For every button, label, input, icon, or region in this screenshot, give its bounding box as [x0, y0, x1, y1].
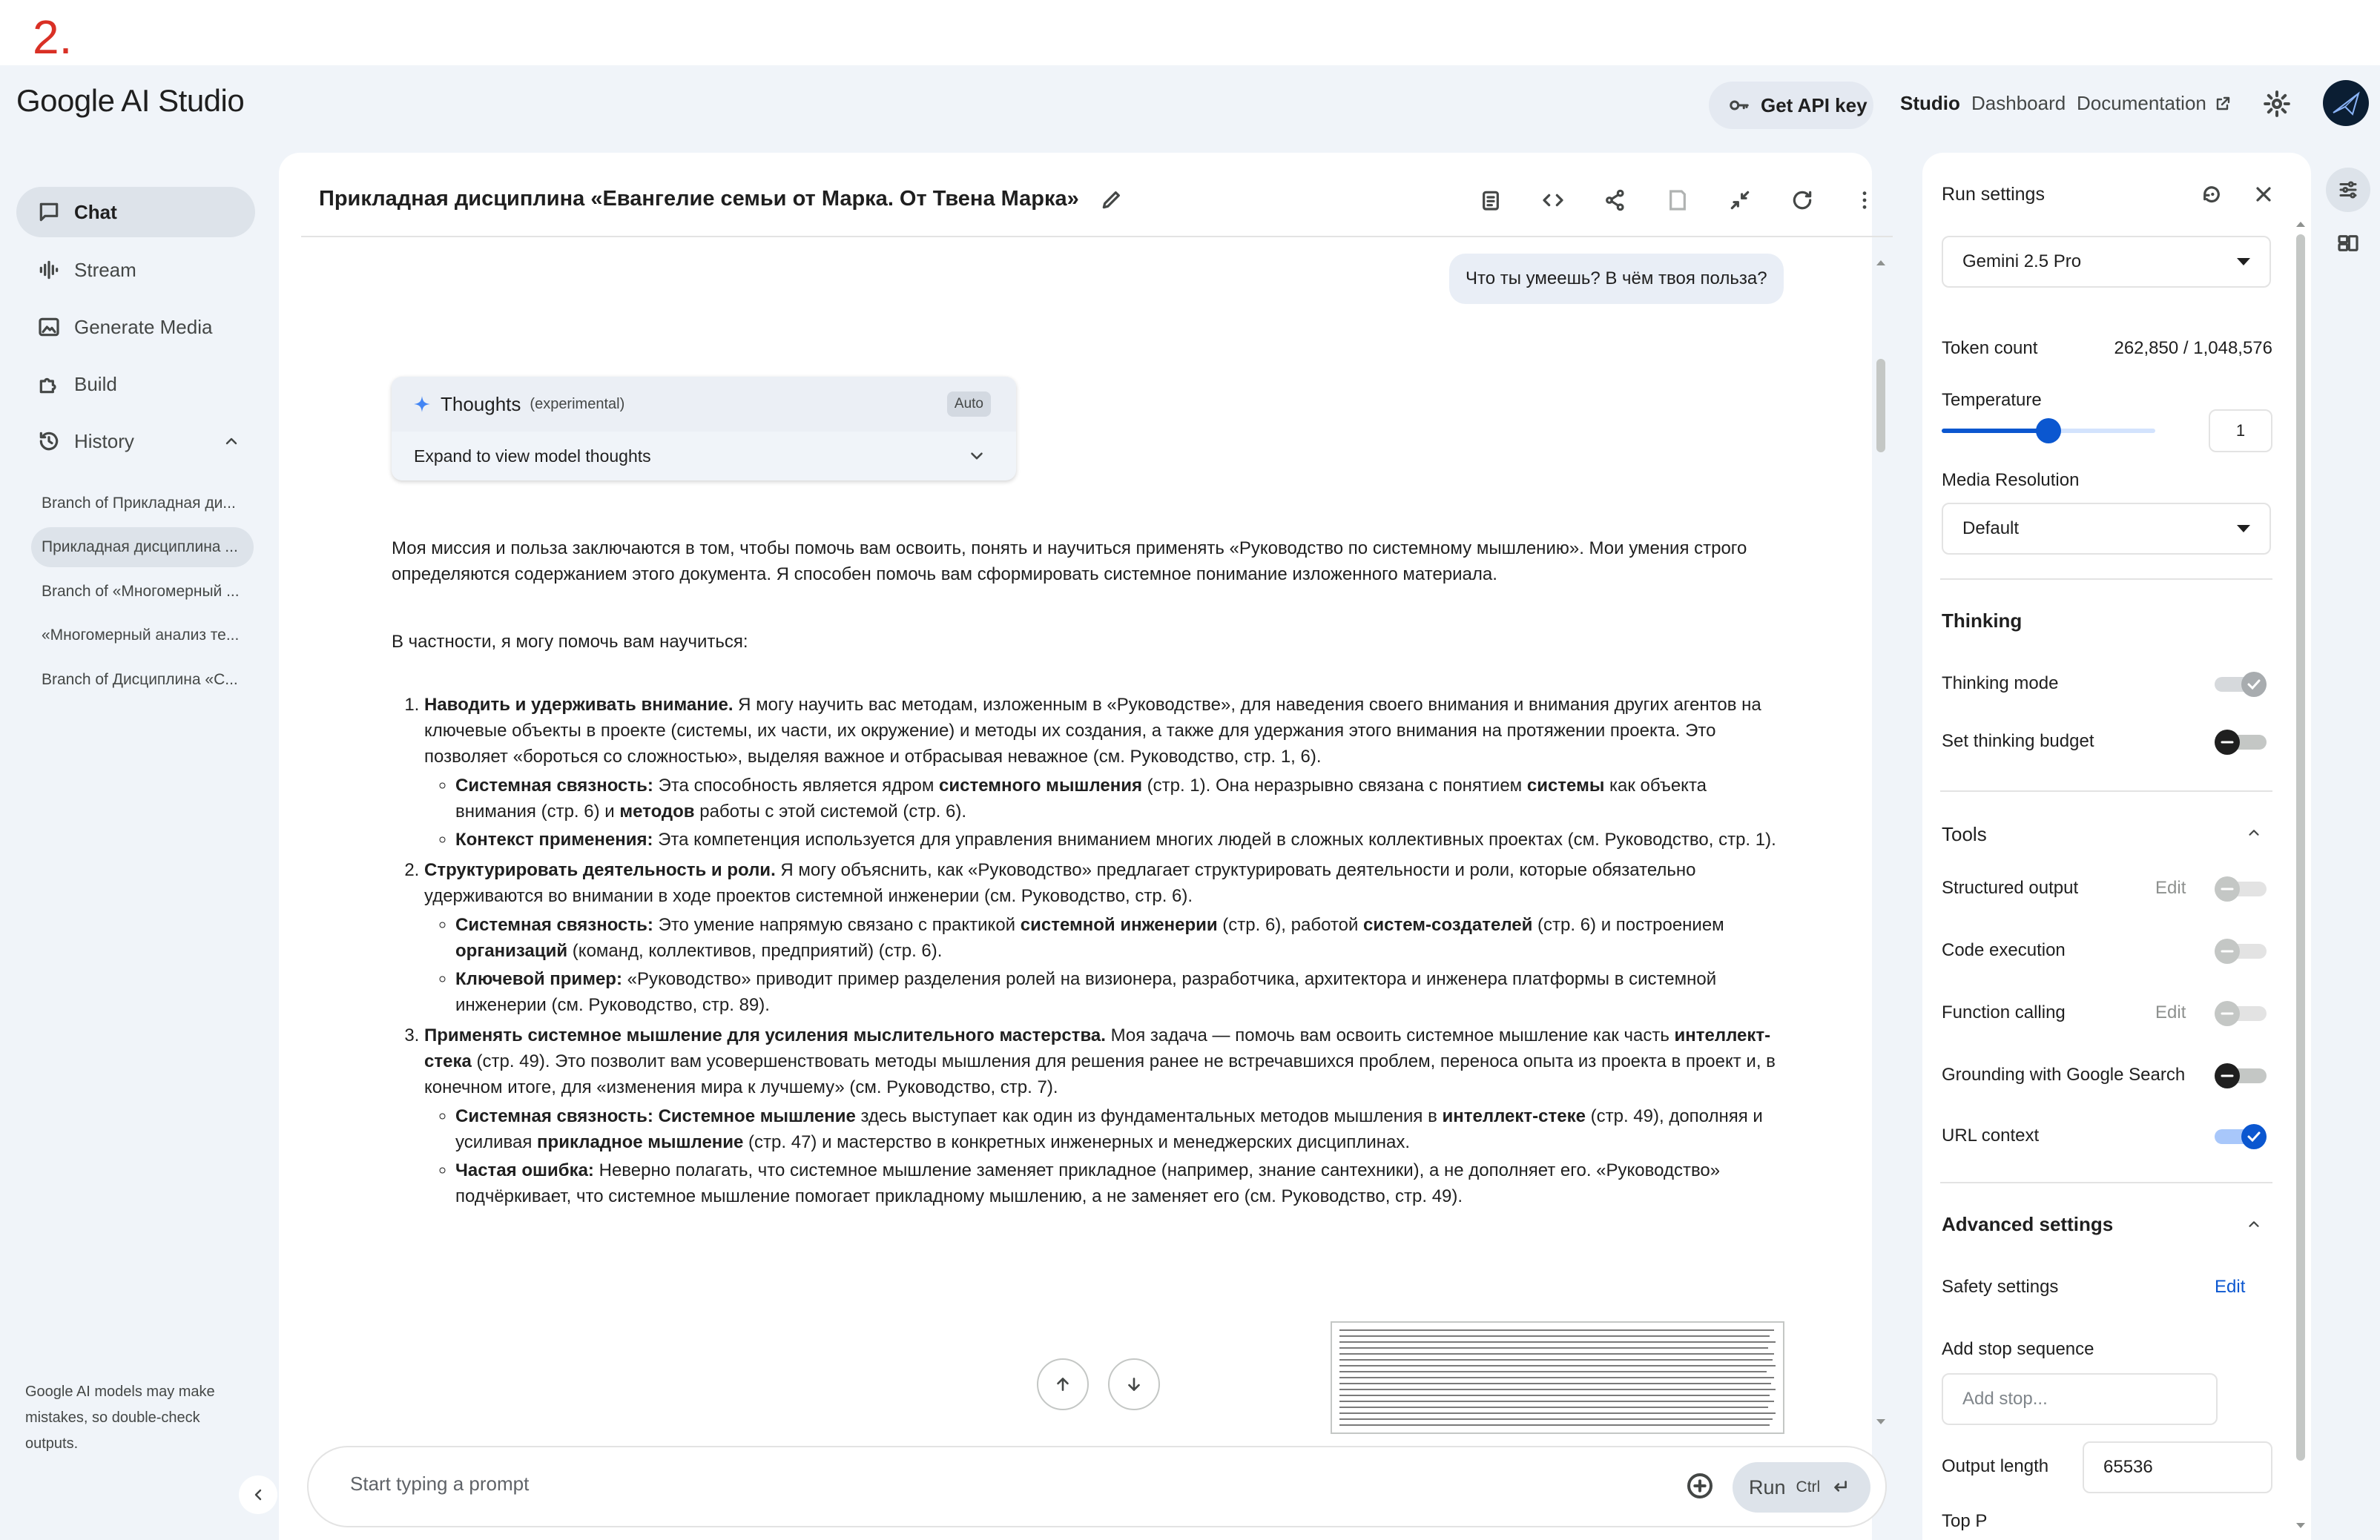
- bold-text: Контекст применения:: [455, 830, 653, 850]
- auto-chip: Auto: [947, 391, 991, 417]
- key-icon: [1728, 94, 1750, 116]
- bold-text: системной инженерии: [1020, 915, 1218, 935]
- run-label: Run: [1749, 1475, 1786, 1498]
- share-icon: [1603, 188, 1627, 212]
- thinking-mode-label: Thinking mode: [1942, 673, 2059, 693]
- minus-icon: [2215, 876, 2240, 902]
- minus-icon: [2215, 1001, 2240, 1026]
- minus-icon: [2215, 939, 2240, 964]
- tools-collapse-button[interactable]: [2246, 824, 2262, 841]
- text: Эта способность является ядром: [653, 776, 940, 796]
- divider: [1940, 790, 2272, 792]
- nav-documentation-label: Documentation: [2077, 92, 2206, 114]
- get-api-key-button[interactable]: [1709, 82, 1873, 129]
- bold-text: методов: [619, 802, 695, 822]
- dropdown-caret-icon: [2237, 525, 2250, 532]
- history-item[interactable]: Branch of «Многомерный ...: [42, 583, 240, 600]
- thinking-budget-label: Set thinking budget: [1942, 731, 2094, 751]
- thinking-mode-toggle: [2215, 675, 2267, 694]
- sidebar-item-label: History: [74, 429, 134, 452]
- list-item-text: (стр. 49). Это позволит вам усовершенствовать методы мышления для решения ранее не встречавшихся проблем, переноса опыта из проекта в проект и, в конечном итоге, для «изменения мира к лучшему» (см. Руководство, стр. 7).: [424, 1051, 1776, 1097]
- temperature-input[interactable]: 1: [2209, 409, 2272, 452]
- close-icon: [2252, 182, 2275, 206]
- output-length-label: Output length: [1942, 1456, 2049, 1476]
- run-shortcut: Ctrl: [1796, 1478, 1821, 1496]
- grounding-label: Grounding with Google Search: [1942, 1065, 2186, 1085]
- bold-text: интеллект-стека: [424, 1025, 1771, 1071]
- save-button[interactable]: [1663, 185, 1692, 215]
- chat-icon: [37, 200, 61, 224]
- text: Это умение напрямую связано с практикой: [653, 915, 1021, 935]
- add-attachment-button[interactable]: [1685, 1471, 1715, 1501]
- text: (стр. 49), дополняя и усиливая: [455, 1106, 1763, 1152]
- bold-text: системного мышления: [939, 776, 1142, 796]
- gear-icon: [2262, 89, 2292, 119]
- edit-pencil-icon[interactable]: [1100, 188, 1124, 211]
- list-item-text: Я могу научить вас методам, изложенным в «Руководстве», для наведения своего внимания и внимания других агентов на ключевые объекты в проекте (системы, их части, их окружение) и методы их создания, а также для удержания этого внимания на протяжении проекта. Это позволяет «бороться со сложностью», выделяя важное и отбрасывая неважное (см. Руководство, стр. 1, 6).: [424, 695, 1761, 767]
- sub-list-item: [455, 966, 1786, 1018]
- temperature-slider-fill: [1942, 429, 2048, 433]
- run-settings-toggle-button[interactable]: [2326, 168, 2370, 212]
- bold-text: интеллект-стеке: [1442, 1106, 1586, 1126]
- settings-scroll-down[interactable]: [2295, 1521, 2307, 1530]
- close-settings-button[interactable]: [2252, 182, 2275, 206]
- response-paragraph: Моя миссия и польза заключаются в том, чтобы помочь вам освоить, понять и научиться применять «Руководство по системному мышлению». Мои умения строго определяются содержанием этого документа. Я способен помочь вам сформировать системное понимание изложенного материала.: [392, 538, 1747, 584]
- share-button[interactable]: [1601, 185, 1630, 215]
- arrow-down-icon: [1124, 1375, 1144, 1394]
- bold-text: Системная связность:: [455, 915, 653, 935]
- minus-icon: [2215, 1063, 2240, 1088]
- bold-text: системы: [1526, 776, 1605, 796]
- thinking-budget-toggle[interactable]: [2215, 733, 2267, 752]
- run-settings-panel: [1922, 153, 2311, 1540]
- checkmark-icon: [2241, 1124, 2267, 1149]
- scroll-down-button[interactable]: [1108, 1358, 1160, 1410]
- text: Неверно полагать, что системное мышление заменяет прикладное (например, знание сантехники), а не дополняет его. «Руководство» подчёркивает, что системное мышление помогает прикладному мышлению, а не заменяет его (см. Руководство, стр. 49).: [455, 1160, 1721, 1206]
- top-p-label: Top P: [1942, 1511, 1988, 1531]
- chevron-down-icon: [967, 446, 986, 466]
- text: (стр. 6), работой: [1217, 915, 1364, 935]
- settings-scrollbar[interactable]: [2296, 234, 2305, 1461]
- sidebar-item-label: Chat: [74, 200, 117, 223]
- token-count-label: Token count: [1942, 338, 2038, 358]
- token-count-value: 262,850 / 1,048,576: [2114, 338, 2272, 358]
- scroll-down-arrow[interactable]: [1875, 1418, 1887, 1427]
- expand-thoughts-label: Expand to view model thoughts: [414, 446, 651, 466]
- stream-icon: [37, 258, 61, 282]
- compare-button[interactable]: [1725, 185, 1755, 215]
- thoughts-panel[interactable]: [392, 377, 1016, 480]
- tools-section-title: Tools: [1942, 823, 1987, 845]
- sidebar-item-label: Stream: [74, 258, 136, 281]
- sub-list-item: [455, 912, 1786, 964]
- history-item[interactable]: Branch of Прикладная ди...: [42, 495, 236, 512]
- compare-mode-button[interactable]: [2336, 231, 2360, 255]
- nav-documentation[interactable]: [2077, 92, 2232, 115]
- list-item-text: Я могу объяснить, как «Руководство» предлагает структурировать деятельности и роли, которые обязательно удерживаются во внимании в ходе проектов системной инженерии (см. Руководство, стр. 6).: [424, 860, 1696, 906]
- code-execution-label: Code execution: [1942, 940, 2066, 960]
- attached-document-thumbnail[interactable]: [1331, 1321, 1784, 1434]
- sidebar-item-label: Build: [74, 372, 117, 395]
- triangle-down-icon: [2295, 1521, 2307, 1530]
- grounding-toggle[interactable]: [2215, 1066, 2267, 1085]
- chevron-up-icon: [2246, 1216, 2262, 1232]
- nav-studio[interactable]: Studio: [1900, 92, 1960, 114]
- history-item[interactable]: Branch of Дисциплина «С...: [42, 671, 238, 688]
- function-calling-label: Function calling: [1942, 1002, 2066, 1022]
- toggle-knob: [2215, 939, 2240, 964]
- document-preview-image: [1332, 1323, 1783, 1432]
- divider: [301, 236, 1893, 237]
- temperature-label: Temperature: [1942, 390, 2042, 410]
- text: (стр. 6) и построением: [1532, 915, 1724, 935]
- media-resolution-label: Media Resolution: [1942, 470, 2080, 490]
- sidebar-item-generate-media[interactable]: [16, 302, 255, 352]
- history-item[interactable]: Прикладная дисциплина ...: [31, 527, 254, 567]
- toggle-knob: [2215, 876, 2240, 902]
- text: (стр. 1). Она неразрывно связана с понятием: [1141, 776, 1527, 796]
- reset-button[interactable]: [1787, 185, 1817, 215]
- divider: [1940, 578, 2272, 580]
- text: как объекта внимания (стр. 6) и: [455, 776, 1707, 822]
- media-resolution-value: Default: [1962, 518, 2020, 538]
- toggle-knob: [2215, 730, 2240, 755]
- run-settings-title: Run settings: [1942, 184, 2045, 205]
- bold-text: прикладное мышление: [537, 1132, 744, 1152]
- response-paragraph: В частности, я могу помочь вам научиться:: [392, 632, 748, 652]
- more-vert-icon: [1853, 188, 1876, 212]
- text: Эта компетенция используется для управления вниманием многих людей в сложных коллективных проектах (см. Руководство, стр. 1).: [653, 830, 1776, 850]
- output-length-input[interactable]: 65536: [2083, 1441, 2272, 1493]
- get-api-key-label: Get API key: [1761, 93, 1868, 116]
- sidebar-item-chat[interactable]: [16, 187, 255, 237]
- top-strip: [0, 0, 2380, 65]
- list-item: [424, 692, 1786, 853]
- model-select-value: Gemini 2.5 Pro: [1962, 251, 2082, 271]
- chevron-left-icon: [249, 1486, 267, 1504]
- checkmark-icon: [2241, 672, 2267, 697]
- compare-icon: [1728, 188, 1752, 212]
- text: (команд, коллективов, предприятий) (стр. 6).: [567, 941, 943, 961]
- media-resolution-select[interactable]: [1942, 503, 2271, 555]
- chat-scrollbar[interactable]: [1876, 359, 1885, 452]
- structured-output-toggle[interactable]: [2215, 879, 2267, 899]
- thoughts-tag: (experimental): [530, 395, 625, 412]
- history-icon: [37, 429, 61, 453]
- code-icon: [1541, 188, 1565, 212]
- sub-list-item: [455, 1103, 1786, 1155]
- get-code-button[interactable]: [1538, 185, 1568, 215]
- text: работы с этой системой (стр. 6).: [694, 802, 967, 822]
- clipboard-icon: [1479, 188, 1503, 212]
- plus-circle-icon: [1685, 1471, 1715, 1501]
- text: здесь выступает как один из фундаментальных методов мышления в: [855, 1106, 1443, 1126]
- refresh-icon: [1790, 188, 1814, 212]
- sub-list-item: [455, 827, 1786, 853]
- disclaimer: Google AI models may make mistakes, so double-check outputs.: [25, 1384, 215, 1452]
- dropdown-caret-icon: [2237, 258, 2250, 265]
- prompt-input[interactable]: [349, 1472, 1612, 1496]
- advanced-collapse-button[interactable]: [2246, 1216, 2262, 1232]
- bold-text: Системная связность: Системное мышление: [455, 1106, 856, 1126]
- triangle-down-icon: [1875, 1418, 1887, 1427]
- chevron-up-icon[interactable]: [222, 432, 240, 450]
- temperature-slider-handle[interactable]: [2036, 418, 2061, 443]
- list-item: [424, 1022, 1786, 1209]
- run-button[interactable]: [1733, 1462, 1870, 1513]
- triangle-up-icon: [2295, 219, 2307, 228]
- thoughts-label: Thoughts: [441, 392, 521, 415]
- arrow-up-icon: [1053, 1375, 1072, 1394]
- minus-icon: [2215, 730, 2240, 755]
- structured-output-edit[interactable]: Edit: [2155, 878, 2186, 898]
- build-icon: [37, 372, 61, 396]
- bold-text: Системная связность:: [455, 776, 653, 796]
- scroll-up-button[interactable]: [1037, 1358, 1089, 1410]
- expand-thoughts[interactable]: [392, 432, 1016, 480]
- step-label: 2.: [33, 10, 73, 64]
- history-item[interactable]: «Многомерный анализ те...: [42, 627, 240, 644]
- collapse-sidebar-button[interactable]: [239, 1475, 277, 1514]
- function-calling-toggle[interactable]: [2215, 1004, 2267, 1023]
- nav-dashboard[interactable]: Dashboard: [1971, 92, 2066, 114]
- reset-settings-icon: [2200, 182, 2224, 206]
- sub-list-item: [455, 773, 1786, 824]
- bold-text: систем-создателей: [1363, 915, 1533, 935]
- sidebar-item-stream[interactable]: [16, 245, 255, 295]
- url-context-label: URL context: [1942, 1126, 2040, 1146]
- stop-sequence-input[interactable]: [1942, 1373, 2218, 1425]
- settings-scroll-up[interactable]: [2295, 219, 2307, 228]
- triangle-up-icon: [1875, 258, 1887, 267]
- user-message: Что ты умеешь? В чём твоя польза?: [1449, 254, 1784, 304]
- safety-settings-label: Safety settings: [1942, 1277, 2059, 1297]
- more-options-button[interactable]: [1850, 185, 1879, 215]
- divider: [1940, 1182, 2272, 1183]
- list-item-heading: Структурировать деятельность и роли.: [424, 860, 776, 880]
- toggle-knob: [2241, 672, 2267, 697]
- thoughts-header[interactable]: [392, 377, 1016, 432]
- reset-settings-button[interactable]: [2200, 182, 2224, 206]
- url-context-toggle[interactable]: [2215, 1127, 2267, 1146]
- text: «Руководство» приводит пример разделения ролей на визионера, разработчика, архитектора и инженера платформы в системной инженерии (см. Руководство, стр. 89).: [455, 969, 1717, 1015]
- bold-text: Частая ошибка:: [455, 1160, 594, 1180]
- list-item: [424, 857, 1786, 1018]
- sidebar-item-history[interactable]: [16, 416, 255, 466]
- advanced-section-title: Advanced settings: [1942, 1213, 2114, 1235]
- structured-output-label: Structured output: [1942, 878, 2079, 898]
- scroll-up-arrow[interactable]: [1875, 258, 1887, 267]
- enter-key-icon: [1830, 1478, 1850, 1497]
- page-title: Прикладная дисциплина «Евангелие семьи от Марка. От Твена Марка»: [319, 187, 1079, 211]
- sidebar-item-label: Generate Media: [74, 315, 213, 338]
- save-icon: [1666, 188, 1690, 212]
- model-response: [392, 535, 1786, 1214]
- sidebar-item-build[interactable]: [16, 359, 255, 409]
- text: (стр. 47) и мастерство в конкретных инженерных и менеджерских дисциплинах.: [743, 1132, 1411, 1152]
- stop-sequence-label: Add stop sequence: [1942, 1339, 2094, 1359]
- settings-gear-button[interactable]: [2262, 89, 2292, 119]
- list-item-heading: Наводить и удерживать внимание.: [424, 695, 734, 715]
- user-avatar[interactable]: [2323, 80, 2369, 126]
- code-execution-toggle[interactable]: [2215, 942, 2267, 961]
- sparkle-icon: [412, 394, 432, 414]
- external-link-icon: [2214, 95, 2232, 113]
- toggle-knob: [2215, 1001, 2240, 1026]
- app-logo[interactable]: Google AI Studio: [16, 83, 245, 118]
- list-item-heading: Применять системное мышление для усиления мыслительного мастерства.: [424, 1025, 1106, 1045]
- thinking-section-title: Thinking: [1942, 609, 2023, 632]
- sub-list-item: [455, 1157, 1786, 1209]
- chat-title-row: [319, 187, 1124, 211]
- notes-button[interactable]: [1476, 185, 1506, 215]
- bold-text: организаций: [455, 941, 568, 961]
- function-calling-edit[interactable]: Edit: [2155, 1002, 2186, 1022]
- list-item-text: Моя задача — помочь вам освоить системное мышление как часть: [1105, 1025, 1675, 1045]
- safety-settings-edit[interactable]: Edit: [2215, 1277, 2246, 1297]
- dashboard-icon: [2336, 231, 2360, 255]
- avatar-image: [2323, 80, 2369, 126]
- toggle-knob: [2215, 1063, 2240, 1088]
- image-icon: [37, 315, 61, 339]
- chevron-up-icon: [2246, 824, 2262, 841]
- model-select[interactable]: [1942, 236, 2271, 288]
- tune-icon: [2337, 179, 2359, 201]
- toggle-knob: [2241, 1124, 2267, 1149]
- bold-text: Ключевой пример:: [455, 969, 622, 989]
- response-list: [392, 692, 1786, 1209]
